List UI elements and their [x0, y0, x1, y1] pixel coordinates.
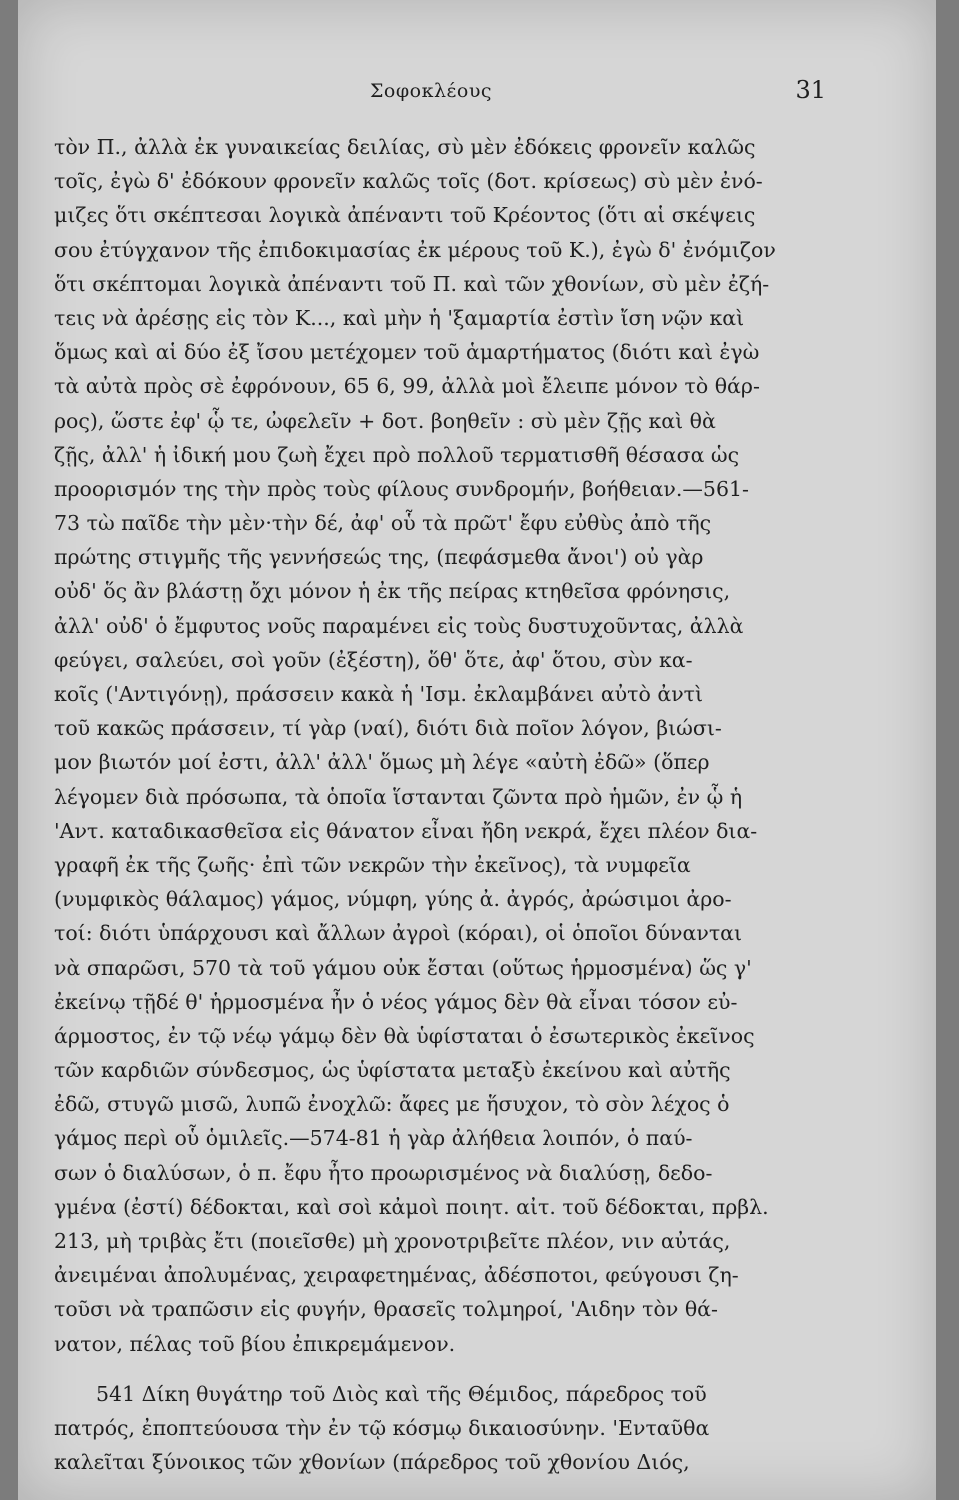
- text-line: νατον, πέλας τοῦ βίου ἐπικρεμάμενον.: [54, 1331, 456, 1356]
- page-number: 31: [795, 76, 826, 104]
- text-line: νὰ σπαρῶσι, 570 τὰ τοῦ γάμου οὐκ ἔσται (οὕτως ἡρμοσμένα) ὥς γ': [54, 955, 752, 980]
- text-line: φεύγει, σαλεύει, σοὶ γοῦν (ἐξέστη), ὅθ' ὅτε, ἀφ' ὅτου, σὺν κα-: [54, 647, 693, 672]
- text-line: ἐδῶ, στυγῶ μισῶ, λυπῶ ἐνοχλῶ: ἄφες με ἥσυχον, τὸ σὸν λέχος ὁ: [54, 1092, 730, 1117]
- text-line: 'Αντ. καταδικασθεῖσα εἰς θάνατον εἶναι ἤδη νεκρά, ἔχει πλέον δια-: [54, 818, 758, 843]
- text-line: ἐκείνῳ τῇδέ θ' ἡρμοσμένα ἦν ὁ νέος γάμος δὲν θὰ εἶναι τόσον εὐ-: [54, 989, 738, 1014]
- text-line: σου ἐτύγχανον τῆς ἐπιδοκιμασίας ἐκ μέρους τοῦ Κ.), ἐγὼ δ' ἐνόμιζον: [54, 237, 776, 262]
- text-line: ζῇς, ἀλλ' ἡ ἰδική μου ζωὴ ἔχει πρὸ πολλοῦ τερματισθῆ θέσασα ὡς: [54, 442, 740, 467]
- text-line: γμένα (ἐστί) δέδοκται, καὶ σοὶ κἀμοὶ ποιητ. αἰτ. τοῦ δέδοκται, πρβλ.: [54, 1194, 769, 1219]
- text-line: σων ὁ διαλύσων, ὁ π. ἔφυ ἦτο προωρισμένος νὰ διαλύσῃ, δεδο-: [54, 1160, 713, 1185]
- text-line: τοῦσι νὰ τραπῶσιν εἰς φυγήν, θρασεῖς τολμηροί, 'Αιδην τὸν θά-: [54, 1297, 718, 1322]
- text-line: ἀνειμέναι ἀπολυμένας, χειραφετημένας, ἀδέσποτοι, φεύγουσι ζη-: [54, 1263, 739, 1288]
- text-line: πρώτης στιγμῆς τῆς γεννήσεώς της, (πεφάσμεθα ἄνοι') οὐ γὰρ: [54, 545, 704, 570]
- text-line: τῶν καρδιῶν σύνδεσμος, ὡς ὑφίστατα μεταξὺ ἐκείνου καὶ αὐτῆς: [54, 1058, 731, 1083]
- text-line: τοί: διότι ὑπάρχουσι καὶ ἄλλων ἀγροὶ (κόραι), οἱ ὁποῖοι δύνανται: [54, 921, 743, 946]
- text-line: τοῖς, ἐγὼ δ' ἐδόκουν φρονεῖν καλῶς τοῖς (δοτ. κρίσεως) σὺ μὲν ἐνό-: [54, 169, 763, 194]
- text-line: λέγομεν διὰ πρόσωπα, τὰ ὁποῖα ἵστανται ζῶντα πρὸ ἡμῶν, ἐν ᾧ ἡ: [54, 784, 743, 809]
- page-header: [18, 76, 936, 120]
- running-head: Σοφοκλέους: [370, 80, 493, 102]
- text-line: γραφῆ ἐκ τῆς ζωῆς· ἐπὶ τῶν νεκρῶν τὴν ἐκεῖνος), τὰ νυμφεῖα: [54, 852, 691, 877]
- text-line: ἀλλ' οὐδ' ὁ ἔμφυτος νοῦς παραμένει εἰς τοὺς δυστυχοῦντας, ἀλλὰ: [54, 613, 744, 638]
- text-line: (νυμφικὸς θάλαμος) γάμος, νύμφη, γύης ἀ. ἀγρός, ἀρώσιμοι ἀρο-: [54, 887, 732, 912]
- text-line: ὅμως καὶ αἱ δύο ἐξ ἴσου μετέχομεν τοῦ ἁμαρτήματος (διότι καὶ ἐγὼ: [54, 340, 760, 365]
- text-line: τεις νὰ ἀρέσῃς εἰς τὸν Κ..., καὶ μὴν ἡ 'ξαμαρτία ἐστὶν ἴση νῷν καὶ: [54, 305, 745, 330]
- text-line: τὸν Π., ἀλλὰ ἐκ γυναικείας δειλίας, σὺ μὲν ἐδόκεις φρονεῖν καλῶς: [54, 135, 756, 159]
- text-line: 213, μὴ τριβὰς ἔτι (ποιεῖσθε) μὴ χρονοτριβεῖτε πλέον, νιν αὐτάς,: [54, 1229, 731, 1253]
- text-line: ὅτι σκέπτομαι λογικὰ ἀπέναντι τοῦ Π. καὶ τῶν χθονίων, σὺ μὲν ἐζή-: [54, 271, 770, 296]
- text-line: τὰ αὐτὰ πρὸς σὲ ἐφρόνουν, 65 6, 99, ἀλλὰ μοὶ ἔλειπε μόνον τὸ θάρ-: [54, 374, 760, 399]
- text-line: καλεῖται ξύνοικος τῶν χθονίων (πάρεδρος τοῦ χθονίου Διός,: [54, 1450, 690, 1475]
- text-line: κοῖς ('Αντιγόνῃ), πράσσειν κακὰ ἡ 'Ισμ. ἐκλαμβάνει αὐτὸ ἀντὶ: [54, 682, 704, 706]
- text-line: πατρός, ἐποπτεύουσα τὴν ἐν τῷ κόσμῳ δικαιοσύνην. 'Ενταῦθα: [54, 1415, 710, 1440]
- text-line: τοῦ κακῶς πράσσειν, τί γὰρ (ναί), διότι διὰ ποῖον λόγον, βιώσι-: [54, 716, 722, 741]
- text-line: μον βιωτόν μοί ἐστι, ἀλλ' ἀλλ' ὅμως μὴ λέγε «αὐτὴ ἐδῶ» (ὅπερ: [54, 750, 710, 775]
- commentary-text: [54, 130, 834, 1479]
- text-line: άρμοστος, ἐν τῷ νέῳ γάμῳ δὲν θὰ ὑφίσταται ὁ ἐσωτερικὸς ἐκεῖνος: [54, 1023, 755, 1048]
- text-line: γάμος περὶ οὗ ὁμιλεῖς.—574-81 ἡ γὰρ ἀλήθεια λοιπόν, ὁ παύ-: [54, 1126, 693, 1151]
- text-line: 541 Δίκη θυγάτηρ τοῦ Διὸς καὶ τῆς Θέμιδος, πάρεδρος τοῦ: [96, 1381, 707, 1406]
- text-line: μιζες ὅτι σκέπτεσαι λογικὰ ἀπέναντι τοῦ Κρέοντος (ὅτι αἱ σκέψεις: [54, 203, 756, 228]
- paragraph-gap: [54, 1361, 834, 1377]
- text-line: 73 τὼ παῖδε τὴν μὲν·τὴν δέ, ἀφ' οὗ τὰ πρῶτ' ἔφυ εὐθὺς ἀπὸ τῆς: [54, 511, 712, 536]
- text-line: προορισμόν της τὴν πρὸς τοὺς φίλους συνδρομήν, βοήθειαν.—561-: [54, 476, 749, 501]
- text-line: ρος), ὥστε ἐφ' ᾧ τε, ὠφελεῖν + δοτ. βοηθεῖν : σὺ μὲν ζῇς καὶ θὰ: [54, 408, 716, 433]
- text-line: οὐδ' ὅς ἂν βλάστῃ ὄχι μόνον ἡ ἐκ τῆς πείρας κτηθεῖσα φρόνησις,: [54, 579, 731, 604]
- book-page: [18, 0, 936, 1500]
